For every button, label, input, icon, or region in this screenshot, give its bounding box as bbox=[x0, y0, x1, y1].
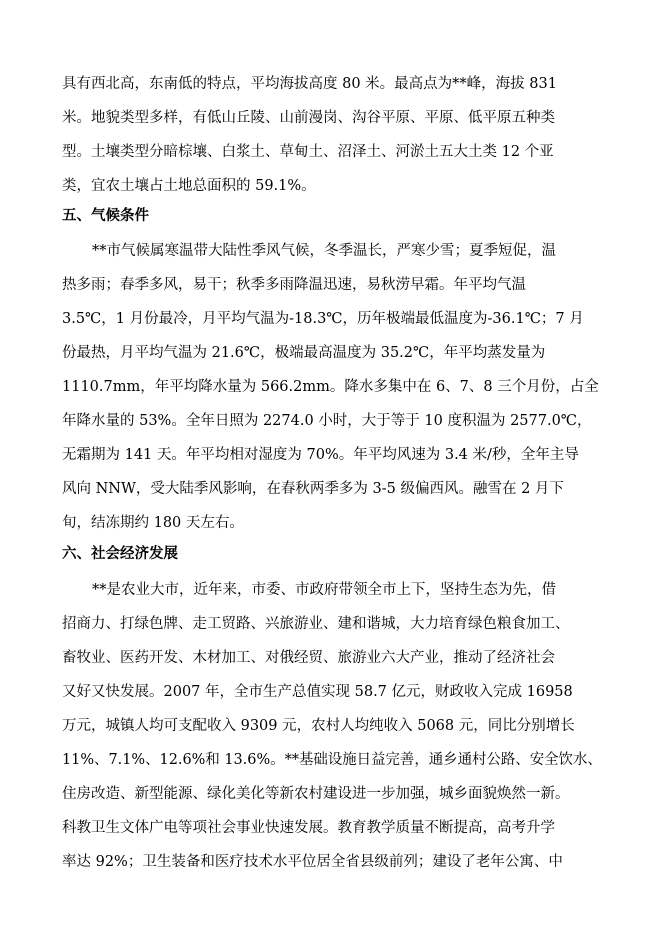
paragraph-line: 米。地貌类型多样，有低山丘陵、山前漫岗、沟谷平原、平原、低平原五种类 bbox=[62, 110, 555, 126]
paragraph-line: 具有西北高，东南低的特点，平均海拔高度 80 米。最高点为**峰，海拔 831 bbox=[62, 76, 557, 92]
paragraph-line: 年降水量的 53%。全年日照为 2274.0 小时，大于等于 10 度积温为 2577.0℃， bbox=[62, 413, 592, 429]
paragraph-line: **市气候属寒温带大陆性季风气候，冬季温长，严寒少雪；夏季短促，温 bbox=[92, 243, 556, 259]
paragraph-line: 又好又快发展。2007 年，全市生产总值实现 58.7 亿元，财政收入完成 16958 bbox=[62, 684, 573, 700]
paragraph-line: 率达 92%；卫生装备和医疗技术水平位居全省县级前列；建设了老年公寓、中 bbox=[62, 854, 563, 870]
paragraph-line: 1110.7mm，年平均降水量为 566.2mm。降水多集中在 6、7、8 三个月份，占全 bbox=[62, 379, 599, 395]
paragraph-line: 住房改造、新型能源、绿化美化等新农村建设进一步加强，城乡面貌焕然一新。 bbox=[62, 786, 570, 802]
paragraph-line: 科教卫生文体广电等项社会事业快速发展。教育教学质量不断提高，高考升学 bbox=[62, 820, 555, 836]
paragraph-line: 风向 NNW，受大陆季风影响，在春秋两季多为 3-5 级偏西风。融雪在 2 月下 bbox=[62, 481, 564, 497]
paragraph-line: 份最热，月平均气温为 21.6℃，极端最高温度为 35.2℃，年平均蒸发量为 bbox=[62, 345, 546, 361]
section-heading-climate: 五、气候条件 bbox=[62, 207, 149, 224]
paragraph-line: 畜牧业、医药开发、木材加工、对俄经贸、旅游业六大产业，推动了经济社会 bbox=[62, 650, 555, 666]
paragraph-line: 型。土壤类型分暗棕壤、白浆土、草甸土、沼泽土、河淤土五大土类 12 个亚 bbox=[62, 144, 554, 160]
paragraph-line: **是农业大市，近年来，市委、市政府带领全市上下，坚持生态为先，借 bbox=[92, 582, 556, 598]
paragraph-line: 11%、7.1%、12.6%和 13.6%。**基础设施日益完善，通乡通村公路、安全饮水、 bbox=[62, 752, 602, 768]
section-heading-economy: 六、社会经济发展 bbox=[62, 545, 178, 562]
paragraph-line: 万元，城镇人均可支配收入 9309 元，农村人均纯收入 5068 元，同比分别增长 bbox=[62, 718, 575, 734]
paragraph-line: 招商力、打绿色牌、走工贸路、兴旅游业、建和谐城，大力培育绿色粮食加工、 bbox=[62, 616, 570, 632]
paragraph-line: 旬，结冻期约 180 天左右。 bbox=[62, 515, 244, 531]
paragraph-line: 类，宜农土壤占土地总面积的 59.1%。 bbox=[62, 178, 316, 194]
paragraph-line: 无霜期为 141 天。年平均相对湿度为 70%。年平均风速为 3.4 米/秒，全年主导 bbox=[62, 447, 579, 463]
paragraph-line: 3.5℃，1 月份最冷，月平均气温为-18.3℃，历年极端最低温度为-36.1℃；7 月 bbox=[62, 311, 584, 327]
paragraph-line: 热多雨；春季多风，易干；秋季多雨降温迅速，易秋涝早霜。年平均气温 bbox=[62, 277, 526, 293]
